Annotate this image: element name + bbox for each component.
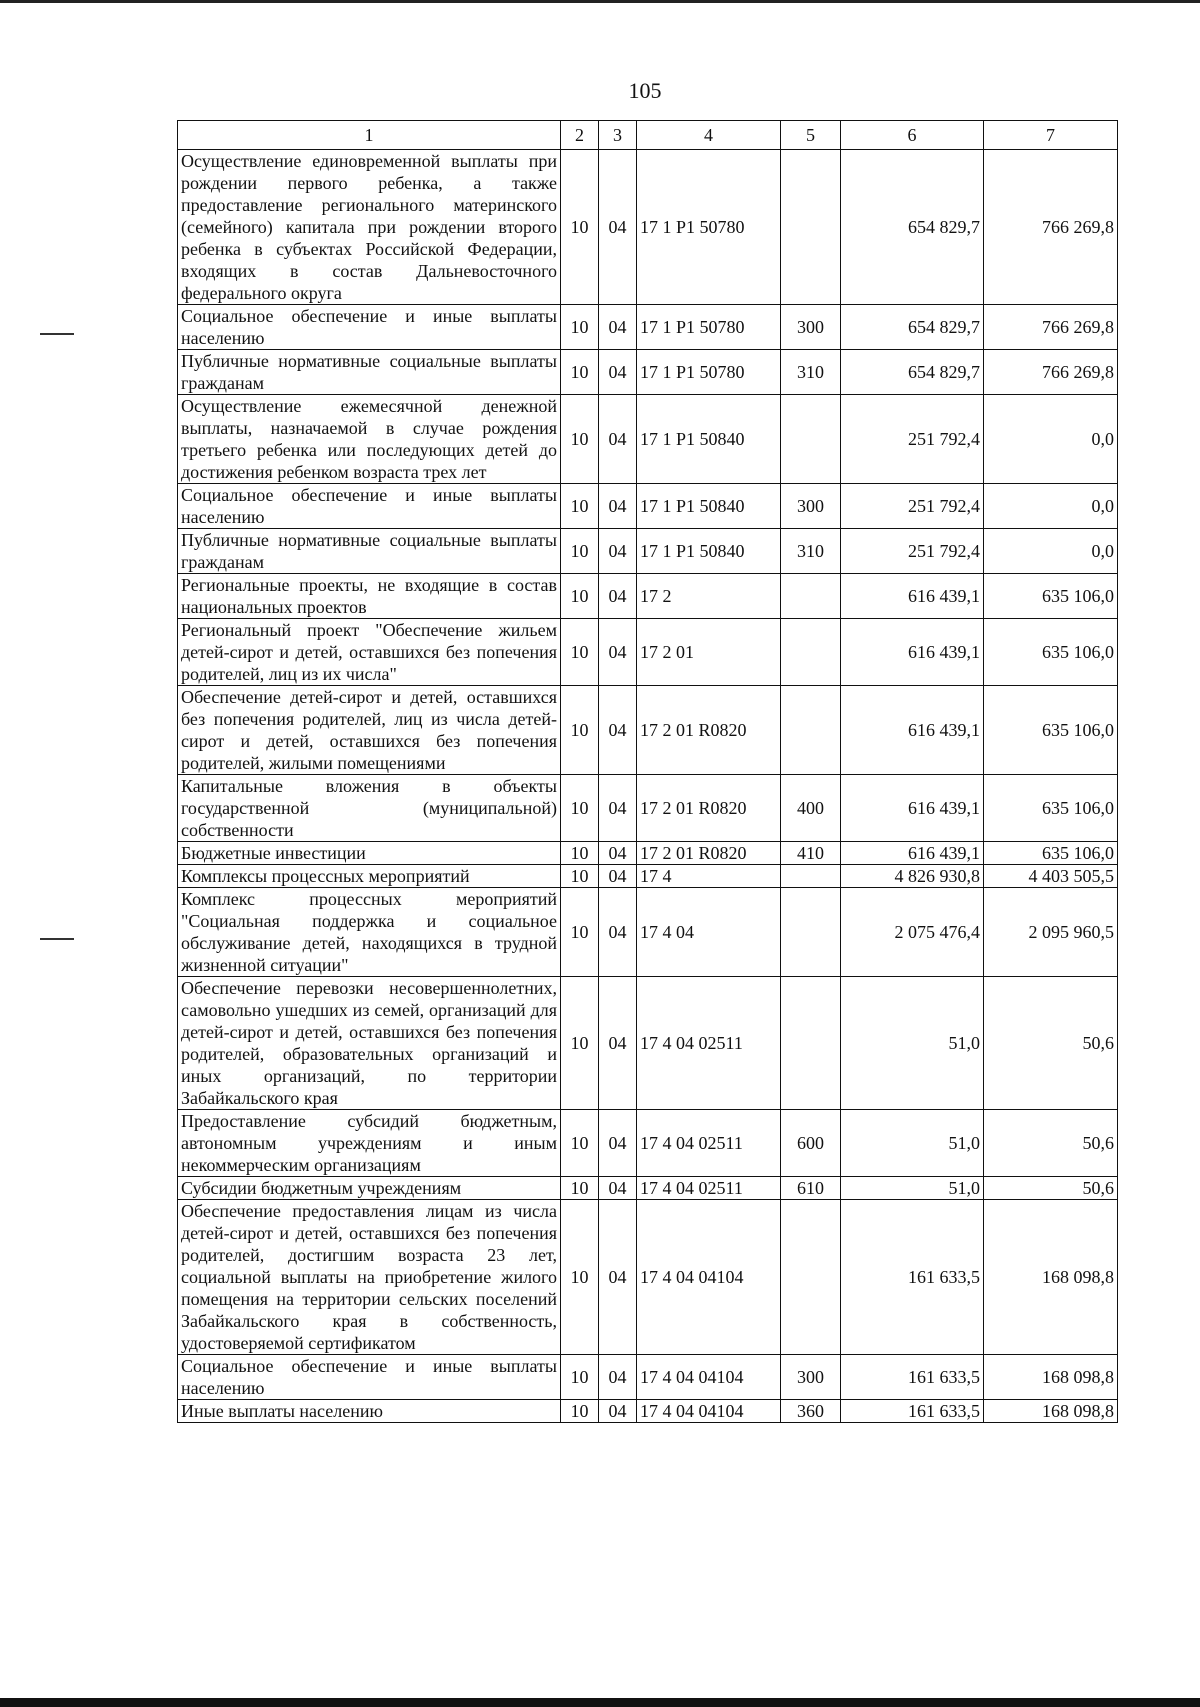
row-description: Осуществление ежемесячной денежной выплаты, назначаемой в случае рождения третьего ребенка или последующих детей до достижения ребенком возраста трех лет — [178, 395, 561, 484]
section-code: 10 — [561, 1177, 599, 1200]
amount-year-2: 4 403 505,5 — [984, 865, 1118, 888]
amount-year-2: 766 269,8 — [984, 305, 1118, 350]
row-description: Обеспечение перевозки несовершеннолетних, самовольно ушедших из семей, организаций для детей-сирот и детей, оставшихся без попечения родителей, образовательных организаций и иных организаций, по территории Забайкальского края — [178, 977, 561, 1110]
row-description: Публичные нормативные социальные выплаты гражданам — [178, 350, 561, 395]
subsection-code: 04 — [599, 574, 637, 619]
section-code: 10 — [561, 865, 599, 888]
row-description: Социальное обеспечение и иные выплаты населению — [178, 1355, 561, 1400]
target-article-code: 17 2 01 R0820 — [637, 842, 781, 865]
section-code: 10 — [561, 977, 599, 1110]
subsection-code: 04 — [599, 484, 637, 529]
section-code: 10 — [561, 529, 599, 574]
table-row — [178, 1400, 1118, 1423]
amount-year-2: 635 106,0 — [984, 842, 1118, 865]
amount-year-2: 50,6 — [984, 1110, 1118, 1177]
target-article-code: 17 1 Р1 50780 — [637, 305, 781, 350]
amount-year-2: 635 106,0 — [984, 775, 1118, 842]
subsection-code: 04 — [599, 977, 637, 1110]
section-code: 10 — [561, 150, 599, 305]
table-row — [178, 150, 1118, 305]
section-code: 10 — [561, 305, 599, 350]
amount-year-2: 168 098,8 — [984, 1400, 1118, 1423]
section-code: 10 — [561, 1355, 599, 1400]
expense-type-code — [781, 865, 841, 888]
subsection-code: 04 — [599, 619, 637, 686]
row-description: Предоставление субсидий бюджетным, автономным учреждениям и иным некоммерческим организациям — [178, 1110, 561, 1177]
table-row — [178, 1110, 1118, 1177]
expense-type-code — [781, 977, 841, 1110]
expense-type-code: 400 — [781, 775, 841, 842]
target-article-code: 17 4 04 02511 — [637, 977, 781, 1110]
amount-year-1: 616 439,1 — [841, 775, 984, 842]
section-code: 10 — [561, 842, 599, 865]
table-row — [178, 865, 1118, 888]
expense-type-code: 310 — [781, 529, 841, 574]
scan-bottom-edge — [0, 1698, 1200, 1707]
amount-year-1: 161 633,5 — [841, 1355, 984, 1400]
row-description: Обеспечение предоставления лицам из числа детей-сирот и детей, оставшихся без попечения родителей, достигшим возраста 23 лет, социальной выплаты на приобретение жилого помещения на территории сельских поселений Забайкальского края в собственность, удостоверяемой сертификатом — [178, 1200, 561, 1355]
amount-year-2: 0,0 — [984, 484, 1118, 529]
row-description: Комплексы процессных мероприятий — [178, 865, 561, 888]
target-article-code: 17 2 01 R0820 — [637, 686, 781, 775]
table-row — [178, 574, 1118, 619]
amount-year-1: 251 792,4 — [841, 395, 984, 484]
target-article-code: 17 1 Р1 50840 — [637, 529, 781, 574]
amount-year-2: 50,6 — [984, 1177, 1118, 1200]
section-code: 10 — [561, 350, 599, 395]
amount-year-1: 616 439,1 — [841, 842, 984, 865]
amount-year-1: 51,0 — [841, 1110, 984, 1177]
target-article-code: 17 1 Р1 50840 — [637, 395, 781, 484]
table-row — [178, 686, 1118, 775]
target-article-code: 17 1 Р1 50780 — [637, 150, 781, 305]
amount-year-2: 635 106,0 — [984, 574, 1118, 619]
amount-year-1: 616 439,1 — [841, 619, 984, 686]
expense-type-code: 600 — [781, 1110, 841, 1177]
table-row — [178, 888, 1118, 977]
amount-year-1: 616 439,1 — [841, 686, 984, 775]
col-header-7: 7 — [984, 121, 1118, 150]
table-row — [178, 484, 1118, 529]
amount-year-1: 654 829,7 — [841, 350, 984, 395]
amount-year-1: 161 633,5 — [841, 1200, 984, 1355]
target-article-code: 17 4 04 04104 — [637, 1400, 781, 1423]
amount-year-2: 766 269,8 — [984, 150, 1118, 305]
expense-type-code: 300 — [781, 484, 841, 529]
expense-type-code — [781, 574, 841, 619]
subsection-code: 04 — [599, 150, 637, 305]
target-article-code: 17 2 01 R0820 — [637, 775, 781, 842]
scan-margin-mark — [40, 938, 74, 940]
section-code: 10 — [561, 888, 599, 977]
amount-year-1: 161 633,5 — [841, 1400, 984, 1423]
subsection-code: 04 — [599, 842, 637, 865]
target-article-code: 17 4 — [637, 865, 781, 888]
col-header-3: 3 — [599, 121, 637, 150]
row-description: Субсидии бюджетным учреждениям — [178, 1177, 561, 1200]
col-header-6: 6 — [841, 121, 984, 150]
amount-year-2: 50,6 — [984, 977, 1118, 1110]
subsection-code: 04 — [599, 350, 637, 395]
section-code: 10 — [561, 775, 599, 842]
col-header-4: 4 — [637, 121, 781, 150]
subsection-code: 04 — [599, 305, 637, 350]
amount-year-1: 51,0 — [841, 977, 984, 1110]
row-description: Публичные нормативные социальные выплаты гражданам — [178, 529, 561, 574]
col-header-1: 1 — [178, 121, 561, 150]
section-code: 10 — [561, 686, 599, 775]
subsection-code: 04 — [599, 529, 637, 574]
expense-type-code — [781, 150, 841, 305]
col-header-2: 2 — [561, 121, 599, 150]
budget-table-body — [178, 150, 1118, 1423]
table-row — [178, 1200, 1118, 1355]
subsection-code: 04 — [599, 1110, 637, 1177]
amount-year-2: 766 269,8 — [984, 350, 1118, 395]
scan-margin-mark — [40, 333, 74, 335]
row-description: Социальное обеспечение и иные выплаты населению — [178, 305, 561, 350]
row-description: Капитальные вложения в объекты государственной (муниципальной) собственности — [178, 775, 561, 842]
subsection-code: 04 — [599, 686, 637, 775]
section-code: 10 — [561, 619, 599, 686]
amount-year-1: 2 075 476,4 — [841, 888, 984, 977]
section-code: 10 — [561, 395, 599, 484]
amount-year-1: 251 792,4 — [841, 484, 984, 529]
expense-type-code: 310 — [781, 350, 841, 395]
amount-year-2: 635 106,0 — [984, 619, 1118, 686]
expense-type-code: 300 — [781, 305, 841, 350]
amount-year-1: 51,0 — [841, 1177, 984, 1200]
header-row — [178, 121, 1118, 150]
target-article-code: 17 1 Р1 50780 — [637, 350, 781, 395]
table-row — [178, 619, 1118, 686]
row-description: Обеспечение детей-сирот и детей, оставшихся без попечения родителей, лиц из числа детей-сирот и детей, оставшихся без попечения родителей, жилыми помещениями — [178, 686, 561, 775]
subsection-code: 04 — [599, 775, 637, 842]
amount-year-2: 168 098,8 — [984, 1355, 1118, 1400]
expense-type-code — [781, 395, 841, 484]
col-header-5: 5 — [781, 121, 841, 150]
section-code: 10 — [561, 1200, 599, 1355]
amount-year-1: 654 829,7 — [841, 150, 984, 305]
expense-type-code — [781, 1200, 841, 1355]
budget-table — [177, 120, 1118, 1423]
page-number: 105 — [628, 78, 662, 103]
row-description: Региональные проекты, не входящие в состав национальных проектов — [178, 574, 561, 619]
table-row — [178, 305, 1118, 350]
row-description: Региональный проект "Обеспечение жильем детей-сирот и детей, оставшихся без попечения родителей, лиц из их числа" — [178, 619, 561, 686]
amount-year-1: 654 829,7 — [841, 305, 984, 350]
row-description: Комплекс процессных мероприятий "Социальная поддержка и социальное обслуживание детей, находящихся в трудной жизненной ситуации" — [178, 888, 561, 977]
subsection-code: 04 — [599, 395, 637, 484]
amount-year-2: 0,0 — [984, 529, 1118, 574]
target-article-code: 17 4 04 02511 — [637, 1177, 781, 1200]
expense-type-code — [781, 888, 841, 977]
target-article-code: 17 2 01 — [637, 619, 781, 686]
section-code: 10 — [561, 484, 599, 529]
subsection-code: 04 — [599, 865, 637, 888]
row-description: Осуществление единовременной выплаты при рождении первого ребенка, а также предоставление регионального материнского (семейного) капитала при рождении второго ребенка в субъектах Российской Федерации, входящих в состав Дальневосточного федерального округа — [178, 150, 561, 305]
subsection-code: 04 — [599, 888, 637, 977]
expense-type-code — [781, 686, 841, 775]
amount-year-2: 2 095 960,5 — [984, 888, 1118, 977]
table-row — [178, 1177, 1118, 1200]
target-article-code: 17 1 Р1 50840 — [637, 484, 781, 529]
table-row — [178, 842, 1118, 865]
table-row — [178, 529, 1118, 574]
expense-type-code — [781, 619, 841, 686]
subsection-code: 04 — [599, 1355, 637, 1400]
row-description: Социальное обеспечение и иные выплаты населению — [178, 484, 561, 529]
target-article-code: 17 2 — [637, 574, 781, 619]
target-article-code: 17 4 04 04104 — [637, 1355, 781, 1400]
amount-year-1: 251 792,4 — [841, 529, 984, 574]
expense-type-code: 360 — [781, 1400, 841, 1423]
section-code: 10 — [561, 574, 599, 619]
expense-type-code: 410 — [781, 842, 841, 865]
table-row — [178, 977, 1118, 1110]
target-article-code: 17 4 04 02511 — [637, 1110, 781, 1177]
amount-year-1: 616 439,1 — [841, 574, 984, 619]
amount-year-1: 4 826 930,8 — [841, 865, 984, 888]
row-description: Иные выплаты населению — [178, 1400, 561, 1423]
amount-year-2: 0,0 — [984, 395, 1118, 484]
table-row — [178, 350, 1118, 395]
subsection-code: 04 — [599, 1400, 637, 1423]
table-row — [178, 395, 1118, 484]
subsection-code: 04 — [599, 1200, 637, 1355]
scan-top-edge — [0, 0, 1200, 3]
row-description: Бюджетные инвестиции — [178, 842, 561, 865]
expense-type-code: 610 — [781, 1177, 841, 1200]
table-row — [178, 1355, 1118, 1400]
amount-year-2: 635 106,0 — [984, 686, 1118, 775]
section-code: 10 — [561, 1400, 599, 1423]
target-article-code: 17 4 04 — [637, 888, 781, 977]
amount-year-2: 168 098,8 — [984, 1200, 1118, 1355]
table-row — [178, 775, 1118, 842]
subsection-code: 04 — [599, 1177, 637, 1200]
expense-type-code: 300 — [781, 1355, 841, 1400]
target-article-code: 17 4 04 04104 — [637, 1200, 781, 1355]
section-code: 10 — [561, 1110, 599, 1177]
